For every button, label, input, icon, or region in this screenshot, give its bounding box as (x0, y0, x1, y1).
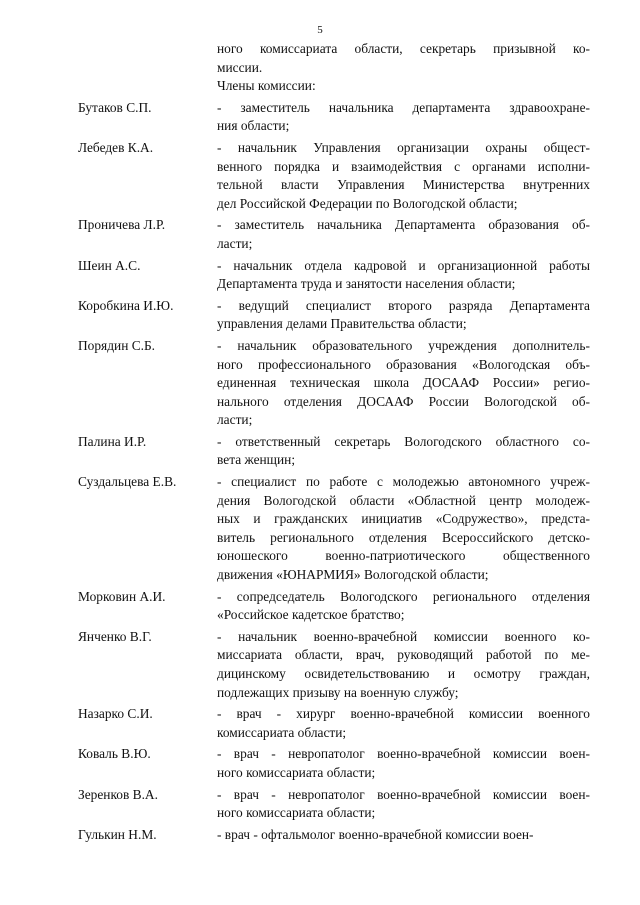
member-role-line: управления делами Правительства области; (217, 316, 467, 332)
member-role-line: единенная техническая школа ДОСААФ России» регио- (217, 375, 590, 391)
member-name: Коваль В.Ю. (78, 746, 151, 762)
member-entry (78, 705, 590, 742)
member-role-line: - начальник отдела кадровой и организационной работы (217, 257, 590, 273)
member-role-line: миссариата области, врач, руководящий работой по ме- (217, 647, 590, 663)
member-name: Шеин А.С. (78, 257, 141, 273)
member-name: Гулькин Н.М. (78, 826, 157, 842)
member-role-line: венного порядка и взаимодействия с органами исполни- (217, 158, 590, 174)
member-name: Морковин А.И. (78, 588, 166, 604)
member-entry (78, 139, 590, 213)
member-role-line: - начальник Управления организации охраны общест- (217, 139, 590, 155)
member-entry (78, 786, 590, 823)
continuation-line: миссии. (217, 59, 263, 75)
document-body (78, 40, 590, 844)
member-role-line: дел Российской Федерации по Вологодской области; (217, 195, 518, 211)
member-entry (78, 257, 590, 294)
member-name: Коробкина И.Ю. (78, 297, 174, 313)
member-role-line: - заместитель начальника департамента здравоохране- (217, 99, 590, 115)
member-role (217, 786, 590, 823)
member-entry (78, 99, 590, 136)
member-role (217, 99, 590, 136)
member-role-line: - начальник военно-врачебной комиссии военного ко- (217, 628, 590, 644)
member-role-line: - ведущий специалист второго разряда Департамента (217, 297, 590, 313)
member-role (217, 705, 590, 742)
members-list (78, 99, 590, 845)
member-name: Лебедев К.А. (78, 139, 154, 155)
member-role (217, 473, 590, 585)
members-heading: Члены комиссии: (217, 78, 316, 94)
member-name: Палина И.Р. (78, 433, 147, 449)
member-entry (78, 628, 590, 702)
member-role-line: вета женщин; (217, 452, 296, 468)
member-role-line: дения Вологодской области «Областной центр молодеж- (217, 492, 590, 508)
continuation-text (217, 40, 590, 77)
member-role-line: ласти; (217, 235, 253, 251)
member-role (217, 337, 590, 430)
member-role-line: комиссариата области; (217, 724, 347, 740)
member-role-line: - врач - невропатолог военно-врачебной комиссии воен- (217, 746, 590, 762)
member-role-line: «Российское кадетское братство; (217, 607, 405, 623)
member-role (217, 628, 590, 702)
member-role-line: дицинскому освидетельствованию и осмотру граждан, (217, 666, 590, 681)
member-entry (78, 297, 590, 334)
member-role-line: витель регионального отделения Всероссийского детско- (217, 529, 590, 545)
member-role (217, 297, 590, 334)
member-role-line: - заместитель начальника Департамента образования об- (217, 217, 590, 233)
member-role-line: - врач - невропатолог военно-врачебной комиссии воен- (217, 786, 590, 802)
member-name: Зеренков В.А. (78, 786, 158, 802)
member-name: Янченко В.Г. (78, 628, 152, 644)
member-role-line: ния области; (217, 118, 290, 134)
member-role-line: - врач - офтальмолог военно-врачебной комиссии воен- (217, 826, 534, 842)
member-role-line: - сопредседатель Вологодского регионального отделения (217, 588, 590, 604)
member-role-line: Департамента труда и занятости населения области; (217, 276, 516, 292)
member-entry (78, 745, 590, 782)
member-role (217, 745, 590, 782)
member-role (217, 588, 590, 625)
member-role (217, 433, 590, 470)
member-role-line: - ответственный секретарь Вологодского областного со- (217, 433, 590, 449)
member-role-line: ных и гражданских инициатив «Содружество», предста- (217, 511, 590, 527)
member-role-line: - врач - хирург военно-врачебной комиссии военного (217, 706, 590, 722)
member-entry (78, 588, 590, 625)
member-name: Суздальцева Е.В. (78, 474, 177, 490)
member-role-line: ного комиссариата области; (217, 764, 376, 780)
member-role-line: движения «ЮНАРМИЯ» Вологодской области; (217, 567, 489, 583)
member-role-line: ласти; (217, 412, 253, 428)
member-role-line: - специалист по работе с молодежью автономного учреж- (217, 474, 590, 490)
member-entry (78, 826, 590, 845)
member-entry (78, 216, 590, 253)
member-entry (78, 473, 590, 585)
continuation-line: ного комиссариата области, секретарь призывной ко- (217, 41, 590, 56)
member-role (217, 216, 590, 253)
member-role (217, 257, 590, 294)
member-role-line: - начальник образовательного учреждения дополнитель- (217, 337, 590, 353)
member-role-line: нального отделения ДОСААФ России Вологодской об- (217, 393, 590, 409)
member-name: Проничева Л.Р. (78, 217, 166, 233)
member-entry (78, 337, 590, 430)
member-name: Порядин С.Б. (78, 337, 156, 353)
member-entry (78, 433, 590, 470)
member-role-line: юношеского военно-патриотического общественного (217, 548, 590, 564)
member-role-line: тельной власти Управления Министерства внутренних (217, 177, 590, 193)
member-role-line: ного комиссариата области; (217, 805, 376, 821)
member-role-line: подлежащих призыву на военную службу; (217, 684, 459, 700)
member-role-line: ного профессионального образования «Вологодская объ- (217, 356, 590, 372)
page-number: 5 (317, 24, 323, 36)
member-role (217, 826, 590, 845)
member-role (217, 139, 590, 213)
member-name: Бутаков С.П. (78, 99, 152, 115)
member-name: Назарко С.И. (78, 706, 153, 722)
